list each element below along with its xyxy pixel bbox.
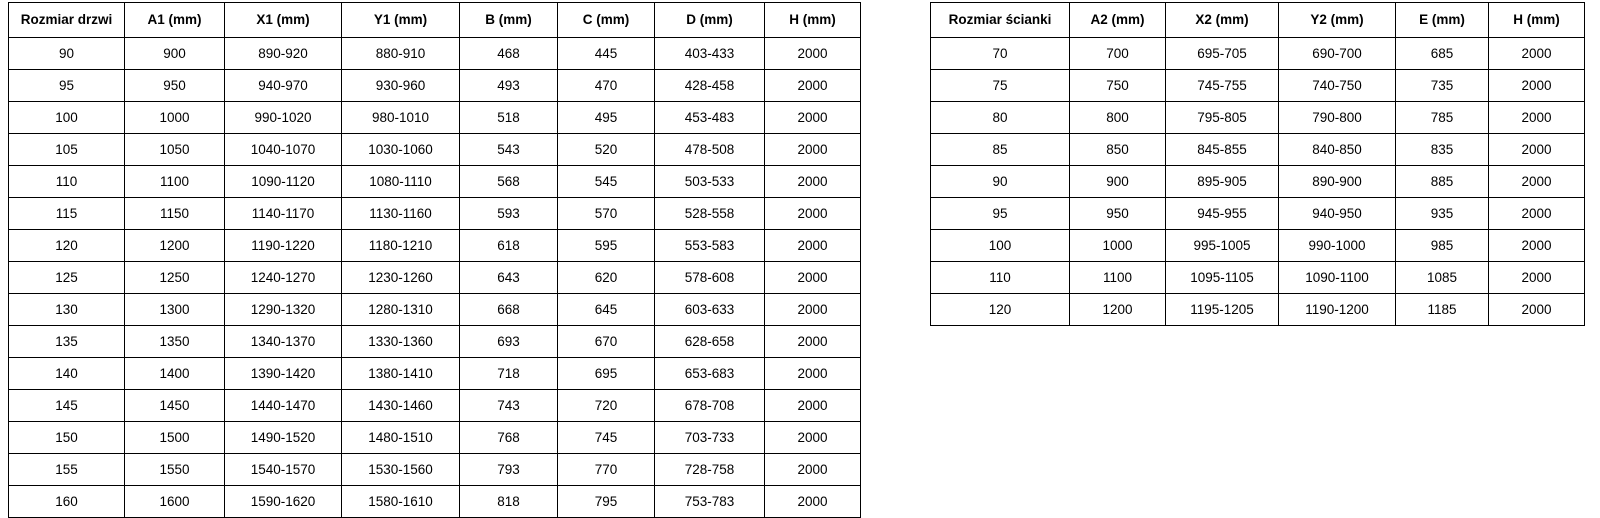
cell: 95 xyxy=(931,198,1070,230)
table-row xyxy=(9,422,861,454)
walls-table-body xyxy=(931,38,1585,326)
table-row xyxy=(9,294,861,326)
cell: 595 xyxy=(558,230,655,262)
cell: 1195-1205 xyxy=(1166,294,1279,326)
cell: 618 xyxy=(460,230,558,262)
cell: 468 xyxy=(460,38,558,70)
cell: 1350 xyxy=(125,326,225,358)
column-header-x2: X2 (mm) xyxy=(1166,3,1279,38)
cell: 2000 xyxy=(765,262,861,294)
cell: 2000 xyxy=(765,198,861,230)
cell: 518 xyxy=(460,102,558,134)
cell: 545 xyxy=(558,166,655,198)
cell: 2000 xyxy=(765,390,861,422)
cell: 80 xyxy=(931,102,1070,134)
cell: 800 xyxy=(1070,102,1166,134)
cell: 1290-1320 xyxy=(225,294,342,326)
cell: 990-1000 xyxy=(1279,230,1396,262)
cell: 570 xyxy=(558,198,655,230)
cell: 2000 xyxy=(1489,134,1585,166)
cell: 603-633 xyxy=(655,294,765,326)
cell: 2000 xyxy=(765,486,861,518)
cell: 1190-1200 xyxy=(1279,294,1396,326)
cell: 785 xyxy=(1396,102,1489,134)
doors-table-header xyxy=(9,3,861,38)
cell: 1540-1570 xyxy=(225,454,342,486)
cell: 2000 xyxy=(1489,166,1585,198)
cell: 1480-1510 xyxy=(342,422,460,454)
cell: 520 xyxy=(558,134,655,166)
column-header-y1: Y1 (mm) xyxy=(342,3,460,38)
cell: 2000 xyxy=(765,358,861,390)
cell: 795-805 xyxy=(1166,102,1279,134)
cell: 120 xyxy=(9,230,125,262)
column-header-c: C (mm) xyxy=(558,3,655,38)
cell: 2000 xyxy=(1489,262,1585,294)
cell: 1095-1105 xyxy=(1166,262,1279,294)
cell: 645 xyxy=(558,294,655,326)
cell: 940-950 xyxy=(1279,198,1396,230)
column-header-b: B (mm) xyxy=(460,3,558,38)
table-row xyxy=(931,102,1585,134)
table-row xyxy=(931,230,1585,262)
cell: 753-783 xyxy=(655,486,765,518)
cell: 2000 xyxy=(765,38,861,70)
cell: 70 xyxy=(931,38,1070,70)
cell: 818 xyxy=(460,486,558,518)
cell: 728-758 xyxy=(655,454,765,486)
cell: 940-970 xyxy=(225,70,342,102)
cell: 885 xyxy=(1396,166,1489,198)
cell: 478-508 xyxy=(655,134,765,166)
cell: 795 xyxy=(558,486,655,518)
cell: 1090-1100 xyxy=(1279,262,1396,294)
cell: 1130-1160 xyxy=(342,198,460,230)
table-row xyxy=(9,390,861,422)
cell: 445 xyxy=(558,38,655,70)
cell: 100 xyxy=(9,102,125,134)
walls-table-container xyxy=(930,2,1585,326)
cell: 1000 xyxy=(125,102,225,134)
cell: 2000 xyxy=(765,422,861,454)
cell: 1340-1370 xyxy=(225,326,342,358)
cell: 945-955 xyxy=(1166,198,1279,230)
column-header-e: E (mm) xyxy=(1396,3,1489,38)
cell: 1140-1170 xyxy=(225,198,342,230)
cell: 930-960 xyxy=(342,70,460,102)
cell: 2000 xyxy=(1489,102,1585,134)
cell: 693 xyxy=(460,326,558,358)
cell: 2000 xyxy=(1489,38,1585,70)
cell: 1180-1210 xyxy=(342,230,460,262)
cell: 1380-1410 xyxy=(342,358,460,390)
cell: 2000 xyxy=(765,102,861,134)
table-row xyxy=(931,134,1585,166)
cell: 768 xyxy=(460,422,558,454)
cell: 2000 xyxy=(765,454,861,486)
cell: 890-900 xyxy=(1279,166,1396,198)
cell: 160 xyxy=(9,486,125,518)
cell: 1240-1270 xyxy=(225,262,342,294)
cell: 900 xyxy=(1070,166,1166,198)
cell: 120 xyxy=(931,294,1070,326)
cell: 643 xyxy=(460,262,558,294)
cell: 2000 xyxy=(765,326,861,358)
cell: 1490-1520 xyxy=(225,422,342,454)
cell: 750 xyxy=(1070,70,1166,102)
doors-table-container xyxy=(8,2,861,518)
cell: 1550 xyxy=(125,454,225,486)
table-row xyxy=(931,262,1585,294)
cell: 1050 xyxy=(125,134,225,166)
cell: 1580-1610 xyxy=(342,486,460,518)
cell: 743 xyxy=(460,390,558,422)
table-row xyxy=(931,198,1585,230)
cell: 653-683 xyxy=(655,358,765,390)
column-header-x1: X1 (mm) xyxy=(225,3,342,38)
cell: 1330-1360 xyxy=(342,326,460,358)
cell: 620 xyxy=(558,262,655,294)
doors-dimensions-table xyxy=(8,2,861,518)
cell: 528-558 xyxy=(655,198,765,230)
cell: 950 xyxy=(1070,198,1166,230)
cell: 690-700 xyxy=(1279,38,1396,70)
cell: 1000 xyxy=(1070,230,1166,262)
cell: 85 xyxy=(931,134,1070,166)
cell: 1090-1120 xyxy=(225,166,342,198)
cell: 2000 xyxy=(1489,230,1585,262)
cell: 100 xyxy=(931,230,1070,262)
cell: 568 xyxy=(460,166,558,198)
cell: 1300 xyxy=(125,294,225,326)
cell: 1200 xyxy=(125,230,225,262)
column-header-a2: A2 (mm) xyxy=(1070,3,1166,38)
cell: 895-905 xyxy=(1166,166,1279,198)
cell: 90 xyxy=(931,166,1070,198)
cell: 950 xyxy=(125,70,225,102)
cell: 543 xyxy=(460,134,558,166)
cell: 553-583 xyxy=(655,230,765,262)
cell: 845-855 xyxy=(1166,134,1279,166)
cell: 125 xyxy=(9,262,125,294)
cell: 470 xyxy=(558,70,655,102)
cell: 1085 xyxy=(1396,262,1489,294)
cell: 745 xyxy=(558,422,655,454)
cell: 1590-1620 xyxy=(225,486,342,518)
cell: 115 xyxy=(9,198,125,230)
cell: 1150 xyxy=(125,198,225,230)
cell: 703-733 xyxy=(655,422,765,454)
table-row xyxy=(9,262,861,294)
cell: 678-708 xyxy=(655,390,765,422)
table-row xyxy=(931,294,1585,326)
cell: 685 xyxy=(1396,38,1489,70)
cell: 1280-1310 xyxy=(342,294,460,326)
table-row xyxy=(931,70,1585,102)
cell: 1530-1560 xyxy=(342,454,460,486)
cell: 793 xyxy=(460,454,558,486)
cell: 90 xyxy=(9,38,125,70)
table-row xyxy=(9,230,861,262)
cell: 503-533 xyxy=(655,166,765,198)
cell: 2000 xyxy=(1489,70,1585,102)
column-header-d: D (mm) xyxy=(655,3,765,38)
table-row xyxy=(9,70,861,102)
column-header-a1: A1 (mm) xyxy=(125,3,225,38)
table-row xyxy=(9,102,861,134)
cell: 105 xyxy=(9,134,125,166)
cell: 1200 xyxy=(1070,294,1166,326)
cell: 735 xyxy=(1396,70,1489,102)
table-row xyxy=(9,38,861,70)
cell: 110 xyxy=(931,262,1070,294)
cell: 453-483 xyxy=(655,102,765,134)
cell: 495 xyxy=(558,102,655,134)
table-row xyxy=(9,166,861,198)
cell: 145 xyxy=(9,390,125,422)
table-row xyxy=(931,38,1585,70)
cell: 1230-1260 xyxy=(342,262,460,294)
cell: 628-658 xyxy=(655,326,765,358)
cell: 578-608 xyxy=(655,262,765,294)
cell: 1500 xyxy=(125,422,225,454)
cell: 900 xyxy=(125,38,225,70)
table-header-row xyxy=(9,3,861,38)
cell: 985 xyxy=(1396,230,1489,262)
cell: 1600 xyxy=(125,486,225,518)
cell: 135 xyxy=(9,326,125,358)
cell: 110 xyxy=(9,166,125,198)
cell: 1040-1070 xyxy=(225,134,342,166)
cell: 1430-1460 xyxy=(342,390,460,422)
column-header-wall-size: Rozmiar ścianki xyxy=(931,3,1070,38)
cell: 1450 xyxy=(125,390,225,422)
cell: 880-910 xyxy=(342,38,460,70)
cell: 1440-1470 xyxy=(225,390,342,422)
cell: 835 xyxy=(1396,134,1489,166)
cell: 890-920 xyxy=(225,38,342,70)
cell: 140 xyxy=(9,358,125,390)
table-row xyxy=(9,326,861,358)
cell: 980-1010 xyxy=(342,102,460,134)
cell: 2000 xyxy=(765,294,861,326)
column-header-h: H (mm) xyxy=(765,3,861,38)
cell: 718 xyxy=(460,358,558,390)
cell: 990-1020 xyxy=(225,102,342,134)
cell: 403-433 xyxy=(655,38,765,70)
cell: 2000 xyxy=(765,134,861,166)
doors-table-body xyxy=(9,38,861,518)
cell: 1100 xyxy=(125,166,225,198)
cell: 1400 xyxy=(125,358,225,390)
cell: 695-705 xyxy=(1166,38,1279,70)
cell: 1030-1060 xyxy=(342,134,460,166)
cell: 840-850 xyxy=(1279,134,1396,166)
walls-table-header xyxy=(931,3,1585,38)
cell: 1390-1420 xyxy=(225,358,342,390)
table-row xyxy=(9,454,861,486)
cell: 150 xyxy=(9,422,125,454)
cell: 935 xyxy=(1396,198,1489,230)
cell: 700 xyxy=(1070,38,1166,70)
table-header-row xyxy=(931,3,1585,38)
cell: 493 xyxy=(460,70,558,102)
table-row xyxy=(9,486,861,518)
cell: 850 xyxy=(1070,134,1166,166)
cell: 428-458 xyxy=(655,70,765,102)
cell: 75 xyxy=(931,70,1070,102)
cell: 155 xyxy=(9,454,125,486)
cell: 695 xyxy=(558,358,655,390)
cell: 1250 xyxy=(125,262,225,294)
cell: 670 xyxy=(558,326,655,358)
column-header-y2: Y2 (mm) xyxy=(1279,3,1396,38)
table-row xyxy=(931,166,1585,198)
cell: 770 xyxy=(558,454,655,486)
walls-dimensions-table xyxy=(930,2,1585,326)
column-header-h: H (mm) xyxy=(1489,3,1585,38)
cell: 2000 xyxy=(1489,198,1585,230)
cell: 1080-1110 xyxy=(342,166,460,198)
cell: 2000 xyxy=(765,166,861,198)
cell: 2000 xyxy=(765,230,861,262)
cell: 593 xyxy=(460,198,558,230)
cell: 1100 xyxy=(1070,262,1166,294)
cell: 668 xyxy=(460,294,558,326)
table-row xyxy=(9,198,861,230)
cell: 995-1005 xyxy=(1166,230,1279,262)
cell: 720 xyxy=(558,390,655,422)
cell: 1190-1220 xyxy=(225,230,342,262)
cell: 2000 xyxy=(765,70,861,102)
cell: 2000 xyxy=(1489,294,1585,326)
cell: 740-750 xyxy=(1279,70,1396,102)
column-header-door-size: Rozmiar drzwi xyxy=(9,3,125,38)
table-row xyxy=(9,358,861,390)
cell: 95 xyxy=(9,70,125,102)
cell: 745-755 xyxy=(1166,70,1279,102)
cell: 790-800 xyxy=(1279,102,1396,134)
cell: 1185 xyxy=(1396,294,1489,326)
cell: 130 xyxy=(9,294,125,326)
table-row xyxy=(9,134,861,166)
